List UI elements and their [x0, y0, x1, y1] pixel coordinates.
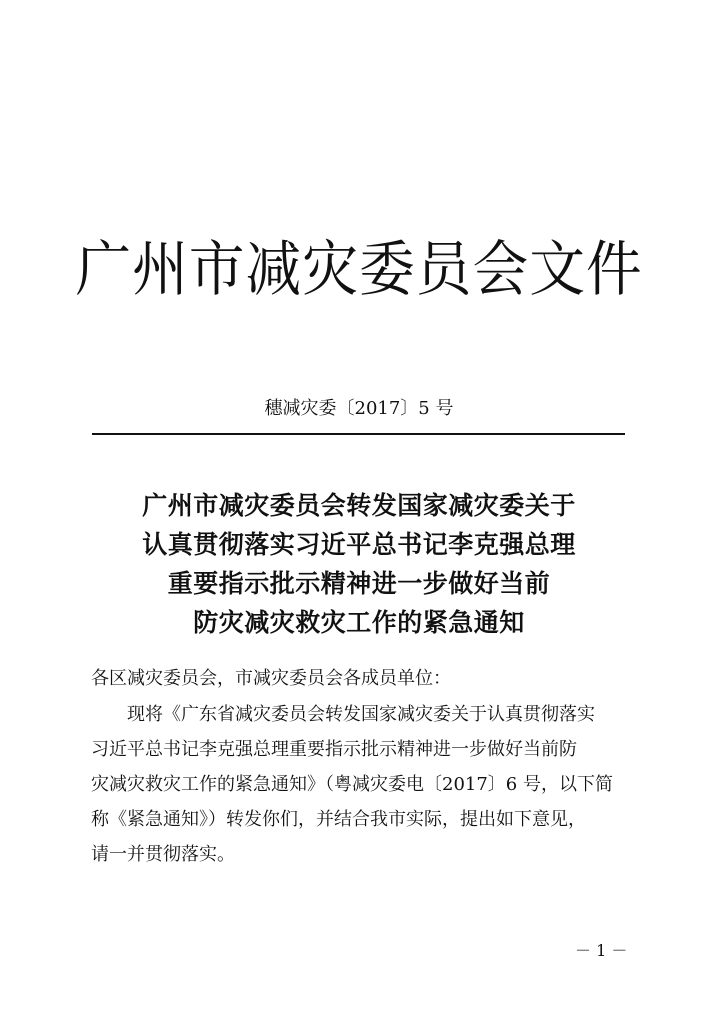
- body-line: 称《紧急通知》）转发你们，并结合我市实际，提出如下意见，: [91, 809, 586, 830]
- body-line: 现将《广东省减灾委员会转发国家减灾委关于认真贯彻落实: [127, 704, 595, 725]
- body-line: 灾减灾救灾工作的紧急通知》（粤减灾委电〔2017〕6 号，以下简: [91, 774, 613, 795]
- header-divider-line: [92, 433, 625, 435]
- body-line: 习近平总书记李克强总理重要指示批示精神进一步做好当前防: [91, 739, 577, 760]
- document-header-title: 广州市减灾委员会文件: [75, 235, 643, 305]
- salutation: 各区减灾委员会，市减灾委员会各成员单位：: [91, 668, 451, 689]
- notice-title-line: 重要指示批示精神进一步做好当前: [167, 569, 551, 598]
- notice-title-line: 防灾减灾救灾工作的紧急通知: [193, 608, 525, 637]
- document-number: 穗减灾委〔2017〕5 号: [264, 398, 454, 419]
- notice-title: [0, 486, 718, 642]
- notice-title-line: 认真贯彻落实习近平总书记李克强总理: [142, 530, 576, 559]
- body-line: 请一并贯彻落实。: [91, 844, 235, 865]
- notice-title-line: 广州市减灾委员会转发国家减灾委关于: [142, 491, 576, 520]
- body-paragraph: [91, 697, 631, 872]
- page-number: － 1 －: [575, 941, 628, 960]
